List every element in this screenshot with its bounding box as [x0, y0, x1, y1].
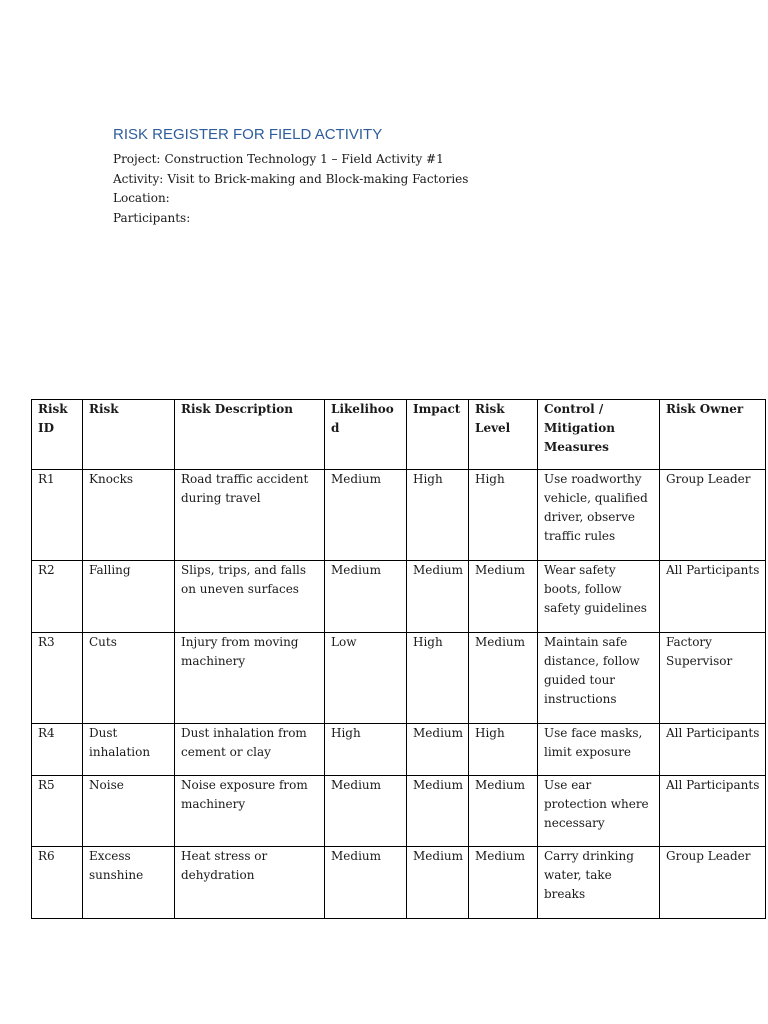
cell-risk-id: R2: [32, 561, 83, 633]
cell-risk-description: Road traffic accident during travel: [175, 470, 325, 561]
cell-likelihood: Medium: [325, 470, 407, 561]
cell-risk-level: High: [469, 724, 538, 776]
cell-risk: Excess sunshine: [83, 847, 175, 919]
cell-risk-owner: Factory Supervisor: [660, 633, 766, 724]
document-header: [113, 124, 713, 228]
header-likelihood: Likelihood: [325, 400, 407, 470]
cell-risk-id: R1: [32, 470, 83, 561]
cell-risk-id: R6: [32, 847, 83, 919]
header-risk-level: Risk Level: [469, 400, 538, 470]
cell-risk-level: Medium: [469, 561, 538, 633]
cell-risk-id: R3: [32, 633, 83, 724]
table-row: [32, 724, 766, 776]
header-risk: Risk: [83, 400, 175, 470]
header-risk-description: Risk Description: [175, 400, 325, 470]
cell-risk-owner: Group Leader: [660, 470, 766, 561]
cell-likelihood: Medium: [325, 847, 407, 919]
cell-risk-description: Noise exposure from machinery: [175, 776, 325, 847]
cell-risk: Dust inhalation: [83, 724, 175, 776]
cell-risk-owner: All Participants: [660, 776, 766, 847]
project-value: Construction Technology 1 – Field Activity #1: [164, 152, 444, 166]
cell-risk: Falling: [83, 561, 175, 633]
participants-line: [113, 209, 713, 229]
cell-control-measures: Use ear protection where necessary: [538, 776, 660, 847]
cell-impact: Medium: [407, 724, 469, 776]
cell-likelihood: Medium: [325, 561, 407, 633]
cell-risk-description: Dust inhalation from cement or clay: [175, 724, 325, 776]
cell-control-measures: Wear safety boots, follow safety guidelines: [538, 561, 660, 633]
cell-likelihood: Medium: [325, 776, 407, 847]
cell-risk-description: Heat stress or dehydration: [175, 847, 325, 919]
header-control-measures: Control / Mitigation Measures: [538, 400, 660, 470]
cell-risk-owner: All Participants: [660, 724, 766, 776]
table-row: [32, 633, 766, 724]
cell-control-measures: Maintain safe distance, follow guided tour instructions: [538, 633, 660, 724]
activity-line: [113, 170, 713, 190]
location-line: [113, 189, 713, 209]
cell-control-measures: Use roadworthy vehicle, qualified driver, observe traffic rules: [538, 470, 660, 561]
cell-risk-description: Slips, trips, and falls on uneven surfaces: [175, 561, 325, 633]
project-label: Project:: [113, 152, 161, 166]
cell-impact: High: [407, 633, 469, 724]
cell-likelihood: Low: [325, 633, 407, 724]
project-line: [113, 150, 713, 170]
cell-risk-owner: All Participants: [660, 561, 766, 633]
cell-risk-owner: Group Leader: [660, 847, 766, 919]
cell-risk-level: Medium: [469, 633, 538, 724]
activity-value: Visit to Brick-making and Block-making Factories: [167, 171, 469, 186]
cell-impact: High: [407, 470, 469, 561]
cell-risk: Noise: [83, 776, 175, 847]
activity-label: Activity:: [113, 171, 164, 186]
table-row: [32, 776, 766, 847]
cell-risk-level: High: [469, 470, 538, 561]
cell-risk-id: R5: [32, 776, 83, 847]
cell-risk-description: Injury from moving machinery: [175, 633, 325, 724]
cell-impact: Medium: [407, 561, 469, 633]
table-row: [32, 561, 766, 633]
cell-risk-id: R4: [32, 724, 83, 776]
cell-risk-level: Medium: [469, 847, 538, 919]
cell-likelihood: High: [325, 724, 407, 776]
cell-control-measures: Use face masks, limit exposure: [538, 724, 660, 776]
cell-risk: Cuts: [83, 633, 175, 724]
participants-label: Participants:: [113, 210, 191, 225]
table-header-row: [32, 400, 766, 470]
table-row: [32, 847, 766, 919]
cell-risk: Knocks: [83, 470, 175, 561]
header-risk-owner: Risk Owner: [660, 400, 766, 470]
cell-control-measures: Carry drinking water, take breaks: [538, 847, 660, 919]
cell-risk-level: Medium: [469, 776, 538, 847]
header-impact: Impact: [407, 400, 469, 470]
cell-impact: Medium: [407, 776, 469, 847]
cell-impact: Medium: [407, 847, 469, 919]
risk-register-table: [31, 399, 766, 919]
header-risk-id: Risk ID: [32, 400, 83, 470]
table-row: [32, 470, 766, 561]
document-title: RISK REGISTER FOR FIELD ACTIVITY: [113, 126, 383, 143]
location-label: Location:: [113, 191, 170, 205]
